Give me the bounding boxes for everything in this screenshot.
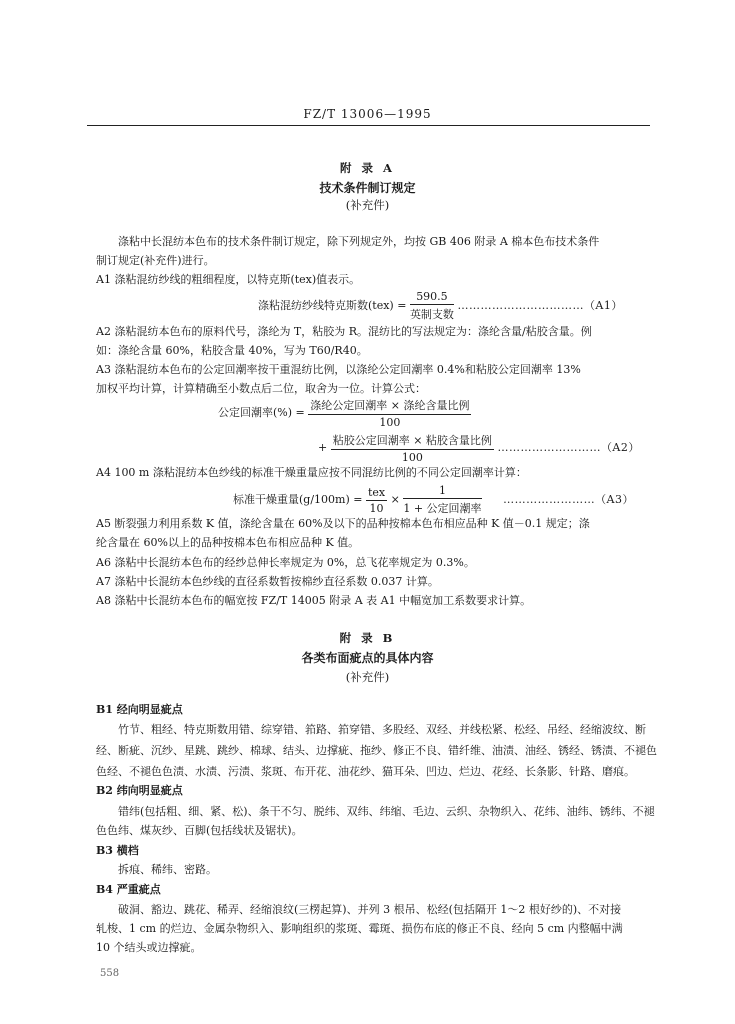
clause-a2-line1: A2 涤粘混纺本色布的原料代号，涤纶为 T，粘胶为 R。混纺比的写法规定为：涤纶含量/粘胶含量。例 (96, 325, 592, 338)
appendix-a-subtitle: (补充件) (345, 198, 390, 212)
formula-a3-denominator-2: 1 + 公定回潮率 (403, 502, 482, 515)
formula-a2-numerator-2: 粘胶公定回潮率 × 粘胶含量比例 (331, 432, 494, 450)
clause-a8: A8 涤粘中长混纺本色布的幅宽按 FZ/T 14005 附录 A 表 A1 中幅宽加工系数要求计算。 (96, 594, 532, 607)
section-b1-line3: 色经、不褪色色渍、水渍、污渍、浆斑、布开花、油花纱、猫耳朵、凹边、烂边、花经、长条影、针路、磨痕。 (96, 765, 635, 778)
formula-a2-fraction-1 (308, 397, 471, 429)
formula-a1-lhs: 涤粘混纺纱线特克斯数(tex) = (258, 299, 407, 312)
formula-a2-denominator-1: 100 (379, 416, 401, 429)
section-b1-line1: 竹节、粗经、特克斯数用错、综穿错、筘路、筘穿错、多股经、双经、并线松紧、松经、吊经、经缩波纹、断 (118, 723, 646, 736)
section-b4-line3: 10 个结头或边撑疵。 (96, 941, 202, 954)
section-b2-line2: 色色纬、煤灰纱、百脚(包括线状及锯状)。 (96, 824, 303, 837)
appendix-b-subtitle: (补充件) (345, 670, 390, 684)
section-b3-line1: 拆痕、稀纬、密路。 (118, 863, 217, 876)
clause-a3-line1: A3 涤粘混纺本色布的公定回潮率按干重混纺比例，以涤纶公定回潮率 0.4%和粘胶公定回潮率 13% (96, 363, 581, 376)
appendix-a-heading: 附 录 A (340, 161, 395, 175)
section-b4-line2: 轧梭、1 cm 的烂边、金属杂物织入、影响组织的浆斑、霉斑、损伤布底的修正不良、经向 5 cm 内整幅中满 (96, 922, 623, 935)
formula-a3-times: × (390, 493, 400, 506)
section-b2-label: B2 纬向明显疵点 (96, 784, 183, 797)
formula-a3-denominator-1: 10 (369, 501, 384, 515)
formula-a2-numerator-1: 涤纶公定回潮率 × 涤纶含量比例 (308, 397, 471, 415)
section-b1-label: B1 经向明显疵点 (96, 703, 183, 716)
section-b4-line1: 破洞、豁边、跳花、稀弄、经缩浪纹(三楞起算)、并列 3 根吊、松经(包括隔开 1～2 根好纱的)、不对接 (118, 903, 622, 916)
formula-a2-denominator-2: 100 (401, 451, 423, 464)
formula-a3-fraction-1 (366, 486, 387, 515)
page-number: 558 (100, 968, 120, 979)
formula-a3-tag: ……………………（A3） (503, 493, 635, 506)
formula-a3-fraction-2 (403, 484, 481, 516)
appendix-a-intro-line2: 制订规定(补充件)进行。 (96, 254, 215, 267)
formula-a2-fraction-2 (331, 432, 494, 464)
formula-a1-tag: ……………………………（A1） (457, 299, 623, 312)
section-b2-line1: 错纬(包括粗、细、紧、松)、条干不匀、脱纬、双纬、纬缩、毛边、云织、杂物织入、花纬、油纬、锈纬、不褪 (118, 805, 655, 818)
formula-a2-second-term (318, 432, 640, 464)
document-header: FZ/T 13006—1995 (303, 107, 432, 121)
formula-a1-fraction (410, 290, 454, 322)
formula-a3-lhs: 标准干燥重量(g/100m) = (233, 493, 363, 506)
formula-a3-numerator-1: tex (367, 485, 386, 499)
clause-a3-line2: 加权平均计算，计算精确至小数点后二位，取舍为一位。计算公式： (96, 382, 426, 395)
appendix-b-title: 各类布面疵点的具体内容 (301, 651, 434, 665)
appendix-a-intro-line1: 涤粘中长混纺本色布的技术条件制订规定，除下列规定外，均按 GB 406 附录 A 棉本色布技术条件 (118, 235, 600, 248)
formula-a2-tag: ………………………（A2） (497, 441, 640, 454)
clause-a5-line1: A5 断裂强力利用系数 K 值，涤纶含量在 60%及以下的品种按棉本色布相应品种 K 值－0.1 规定；涤 (96, 517, 590, 530)
formula-a1-denominator: 英制支数 (409, 308, 454, 321)
clause-a4: A4 100 m 涤粘混纺本色纱线的标准干燥重量应按不同混纺比例的不同公定回潮率计算： (96, 466, 527, 479)
section-b1-line2: 经、断疵、沉纱、星跳、跳纱、棉球、结头、边撑疵、拖纱、修正不良、错纤维、油渍、油经、锈经、锈渍、不褪色 (96, 744, 657, 757)
formula-a3-numerator-2: 1 (403, 484, 481, 499)
section-b4-label: B4 严重疵点 (96, 883, 161, 896)
clause-a2-line2: 如：涤纶含量 60%，粘胶含量 40%，写为 T60/R40。 (96, 344, 368, 357)
clause-a5-line2: 纶含量在 60%以上的品种按棉本色布相应品种 K 值。 (96, 536, 360, 549)
appendix-b-heading: 附 录 B (339, 631, 396, 645)
section-b3-label: B3 横档 (96, 844, 139, 857)
formula-a2-lhs: 公定回潮率(%) = (218, 406, 305, 419)
appendix-a-title: 技术条件制订规定 (319, 181, 416, 195)
formula-a1-numerator: 590.5 (410, 290, 454, 305)
header-rule (87, 125, 650, 126)
formula-a2-plus: + (318, 441, 328, 454)
clause-a1: A1 涤粘混纺纱线的粗细程度，以特克斯(tex)值表示。 (96, 273, 361, 286)
clause-a7: A7 涤粘中长混纺本色纱线的直径系数暂按棉纱直径系数 0.037 计算。 (96, 575, 439, 588)
formula-a1 (258, 290, 623, 322)
formula-a2-first-term (218, 397, 471, 429)
clause-a6: A6 涤粘中长混纺本色布的经纱总伸长率规定为 0%，总飞花率规定为 0.3%。 (96, 556, 475, 569)
formula-a3 (233, 484, 634, 516)
